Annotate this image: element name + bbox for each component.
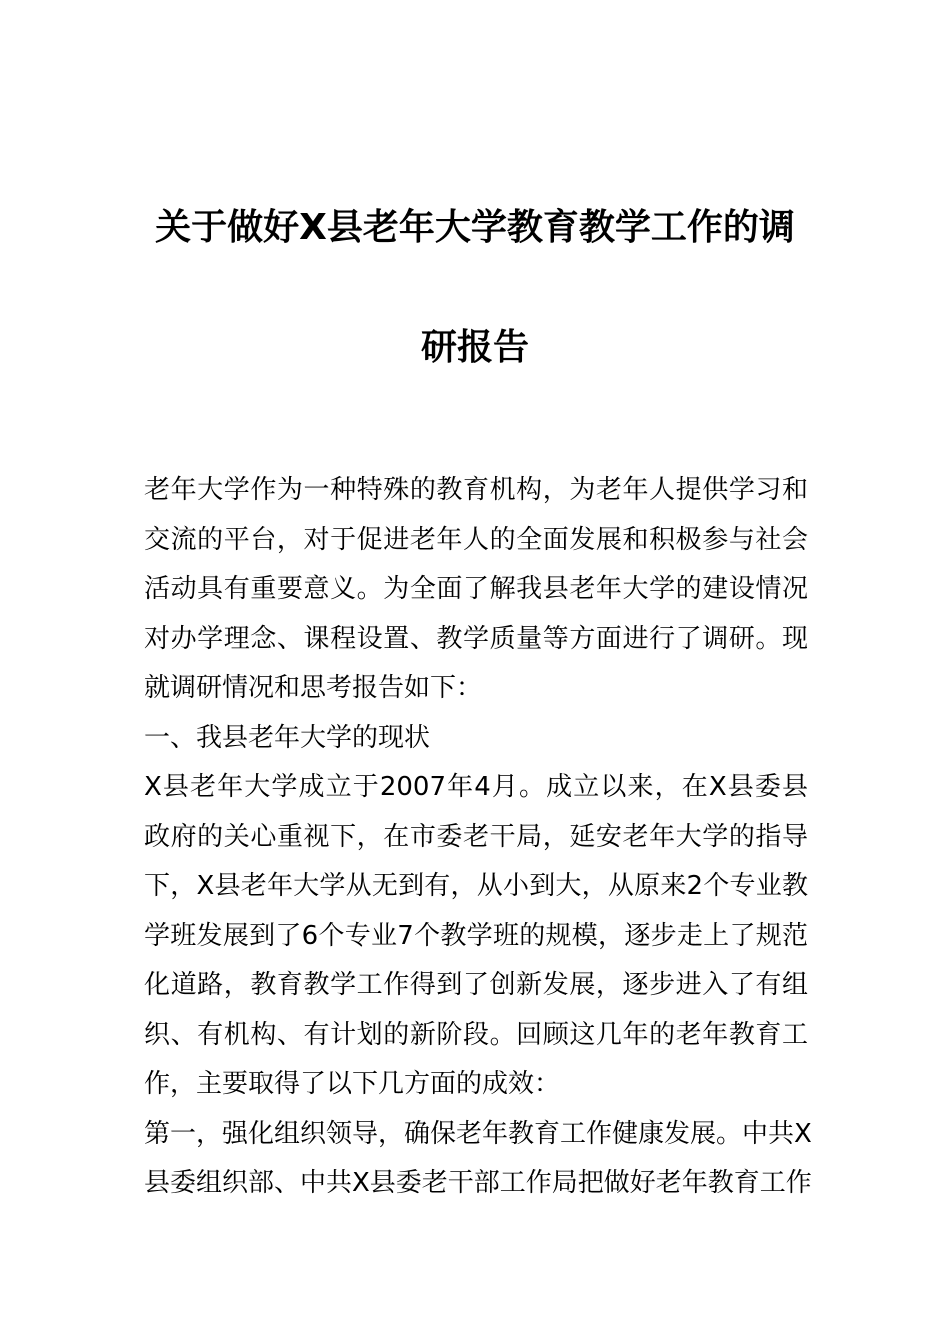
body-line: 活动具有重要意义。为全面了解我县老年大学的建设情况 <box>144 574 808 604</box>
body-line: 下，X县老年大学从无到有，从小到大，从原来2个专业教 <box>144 871 808 901</box>
body-line: 第一，强化组织领导，确保老年教育工作健康发展。中共X <box>144 1118 812 1149</box>
body-line: 作，主要取得了以下几方面的成效： <box>144 1069 561 1099</box>
body-line: 县委组织部、中共X县委老干部工作局把做好老年教育工作 <box>144 1168 812 1198</box>
section-heading: 一、我县老年大学的现状 <box>144 722 431 753</box>
body-line: X县老年大学成立于2007年4月。成立以来，在X县委县 <box>144 772 808 802</box>
body-line: 交流的平台，对于促进老年人的全面发展和积极参与社会 <box>144 524 808 555</box>
document-body <box>144 466 812 1209</box>
document-title-line-2: 研报告 <box>420 327 529 368</box>
body-line: 化道路，教育教学工作得到了创新发展，逐步进入了有组 <box>144 970 808 1000</box>
body-line: 学班发展到了6个专业7个教学班的规模，逐步走上了规范 <box>144 920 808 951</box>
body-line: 就调研情况和思考报告如下： <box>144 673 483 703</box>
document-title-line-1: 关于做好X县老年大学教育教学工作的调 <box>155 207 795 248</box>
body-line: 织、有机构、有计划的新阶段。回顾这几年的老年教育工 <box>144 1019 808 1050</box>
body-line: 政府的关心重视下，在市委老干局，延安老年大学的指导 <box>144 821 808 852</box>
body-line: 对办学理念、课程设置、教学质量等方面进行了调研。现 <box>144 623 808 654</box>
body-line: 老年大学作为一种特殊的教育机构，为老年人提供学习和 <box>144 475 808 505</box>
